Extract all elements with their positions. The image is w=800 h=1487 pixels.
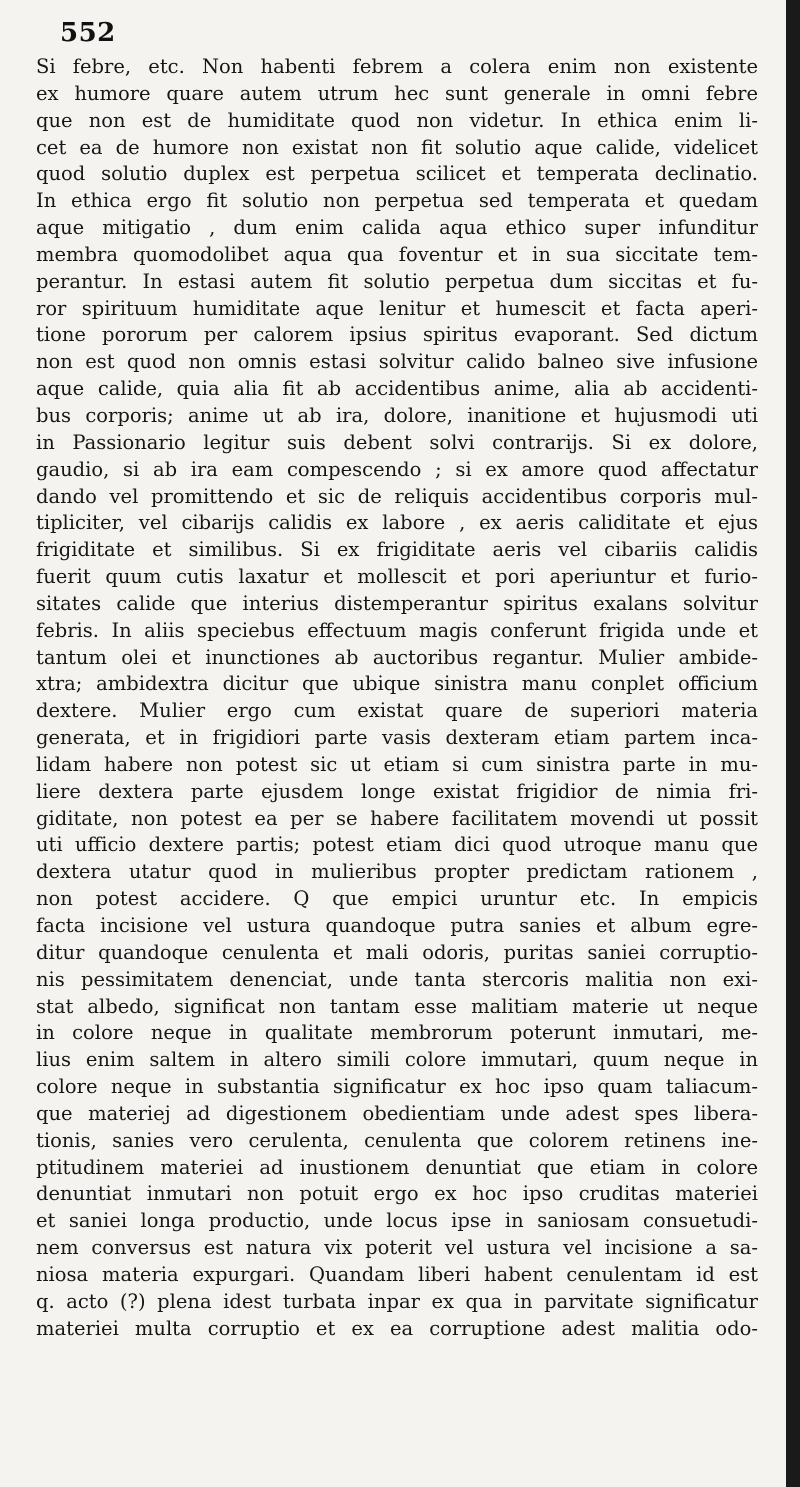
body-text xyxy=(36,54,758,1343)
text-line: ex humore quare autem utrum hec sunt generale in omni febre xyxy=(36,81,758,105)
text-line: colore neque in substantia significatur ex hoc ipso quam taliacum- xyxy=(36,1075,758,1099)
text-line: non potest accidere. Q que empici uruntur etc. In empicis xyxy=(36,887,758,911)
text-line: In ethica ergo fit solutio non perpetua sed temperata et quedam xyxy=(36,189,758,213)
text-line: que materiej ad digestionem obedientiam unde adest spes libera- xyxy=(36,1101,758,1125)
text-line: ror spirituum humiditate aque lenitur et humescit et facta aperi- xyxy=(36,296,758,320)
text-line: bus corporis; anime ut ab ira, dolore, inanitione et hujusmodi uti xyxy=(36,403,758,427)
text-line: dextere. Mulier ergo cum existat quare de superiori materia xyxy=(36,699,758,723)
text-line: tipliciter, vel cibarijs calidis ex labore , ex aeris caliditate et ejus xyxy=(36,511,758,535)
text-line: denuntiat inmutari non potuit ergo ex hoc ipso cruditas materiei xyxy=(36,1182,758,1206)
text-line: nem conversus est natura vix poterit vel ustura vel incisione a sa- xyxy=(36,1236,758,1260)
text-line: materiei multa corruptio et ex ea corruptione adest malitia odo- xyxy=(36,1316,758,1340)
text-line: aque calide, quia alia fit ab accidentibus anime, alia ab accidenti- xyxy=(36,377,758,401)
text-line: niosa materia expurgari. Quandam liberi habent cenulentam id est xyxy=(36,1262,758,1286)
text-line: frigiditate et similibus. Si ex frigiditate aeris vel cibariis calidis xyxy=(36,538,758,562)
text-line: q. acto (?) plena idest turbata inpar ex qua in parvitate significatur xyxy=(36,1289,758,1313)
text-line: liere dextera parte ejusdem longe existat frigidior de nimia fri- xyxy=(36,779,758,803)
text-line: et saniei longa productio, unde locus ipse in saniosam consuetudi- xyxy=(36,1209,758,1233)
text-line: xtra; ambidextra dicitur que ubique sinistra manu conplet officium xyxy=(36,672,758,696)
text-line: Si febre, etc. Non habenti febrem a colera enim non existente xyxy=(36,55,758,78)
text-line: tione pororum per calorem ipsius spiritus evaporant. Sed dictum xyxy=(36,323,758,347)
text-line: facta incisione vel ustura quandoque putra sanies et album egre- xyxy=(36,914,758,937)
text-line: ptitudinem materiei ad inustionem denuntiat que etiam in colore xyxy=(36,1155,758,1179)
text-line: dextera utatur quod in mulieribus propter predictam rationem , xyxy=(36,860,758,884)
text-line: quod solutio duplex est perpetua scilicet et temperata declinatio. xyxy=(36,162,758,186)
text-line: cet ea de humore non existat non fit solutio aque calide, videlicet xyxy=(36,135,758,159)
text-line: tionis, sanies vero cerulenta, cenulenta que colorem retinens ine- xyxy=(36,1128,758,1152)
text-line: in colore neque in qualitate membrorum poterunt inmutari, me- xyxy=(36,1021,758,1045)
text-line: sitates calide que interius distemperantur spiritus exalans solvitur xyxy=(36,591,758,615)
text-line: giditate, non potest ea per se habere facilitatem movendi ut possit xyxy=(36,806,758,830)
text-line: lius enim saltem in altero simili colore immutari, quum neque in xyxy=(36,1048,758,1072)
text-line: non est quod non omnis estasi solvitur calido balneo sive infusione xyxy=(36,350,758,374)
text-line: membra quomodolibet aqua qua foventur et in sua siccitate tem- xyxy=(36,242,758,266)
text-line: lidam habere non potest sic ut etiam si cum sinistra parte in mu- xyxy=(36,752,758,776)
text-line: perantur. In estasi autem fit solutio perpetua dum siccitas et fu- xyxy=(36,269,758,293)
text-line: stat albedo, significat non tantam esse malitiam materie ut neque xyxy=(36,994,758,1018)
page-number: 552 xyxy=(60,18,116,48)
text-line: tantum olei et inunctiones ab auctoribus regantur. Mulier ambide- xyxy=(36,645,758,669)
text-line: nis pessimitatem denenciat, unde tanta stercoris malitia non exi- xyxy=(36,967,758,991)
text-line: aque mitigatio , dum enim calida aqua ethico super infunditur xyxy=(36,216,758,240)
text-line: uti ufficio dextere partis; potest etiam dici quod utroque manu que xyxy=(36,833,758,857)
text-line: ditur quandoque cenulenta et mali odoris, puritas saniei corruptio- xyxy=(36,940,758,964)
text-line: generata, et in frigidiori parte vasis dexteram etiam partem inca- xyxy=(36,726,758,750)
text-line: que non est de humiditate quod non videtur. In ethica enim li- xyxy=(36,108,758,132)
text-line: fuerit quum cutis laxatur et mollescit et pori aperiuntur et furio- xyxy=(36,565,758,589)
text-line: gaudio, si ab ira eam compescendo ; si ex amore quod affectatur xyxy=(36,457,758,481)
text-line: in Passionario legitur suis debent solvi contrarijs. Si ex dolore, xyxy=(36,430,758,454)
text-line: dando vel promittendo et sic de reliquis accidentibus corporis mul- xyxy=(36,484,758,508)
text-line: febris. In aliis speciebus effectuum magis conferunt frigida unde et xyxy=(36,618,758,642)
